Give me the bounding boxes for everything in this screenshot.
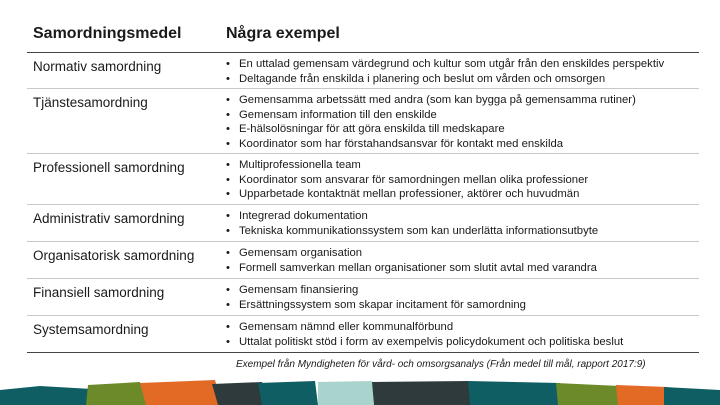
example-item: • Gemensam nämnd eller kommunalförbund (226, 320, 696, 335)
coordination-table (27, 20, 699, 353)
example-item: • E-hälsolösningar för att göra enskilda till medskapare (226, 122, 696, 137)
band-shape-teal-mid (258, 381, 318, 405)
row-name: Professionell samordning (33, 160, 185, 175)
examples-list (226, 209, 696, 238)
example-item: • Tekniska kommunikationssystem som kan underlätta informationsutbyte (226, 224, 696, 239)
example-item: • Uttalat politiskt stöd i form av exempelvis policydokument och politiska beslut (226, 335, 696, 350)
example-item: • Upparbetade kontaktnät mellan professioner, aktörer och huvudmän (226, 187, 696, 202)
examples-list (226, 57, 696, 86)
examples-list (226, 320, 696, 349)
example-item: • Formell samverkan mellan organisationer som slutit avtal med varandra (226, 261, 696, 276)
table-row (27, 279, 699, 316)
examples-list (226, 158, 696, 202)
band-shape-dark-right (372, 381, 472, 405)
decorative-color-band (0, 378, 720, 405)
row-name: Systemsamordning (33, 322, 149, 337)
row-name: Normativ samordning (33, 59, 162, 74)
example-item: • Gemensamma arbetssätt med andra (som kan bygga på gemensamma rutiner) (226, 93, 696, 108)
table-row (27, 242, 699, 279)
example-item: • Koordinator som ansvarar för samordningen mellan olika professioner (226, 173, 696, 188)
example-item: • Gemensam organisation (226, 246, 696, 261)
band-shape-teal-end (664, 387, 720, 405)
row-name: Tjänstesamordning (33, 95, 148, 110)
examples-list (226, 283, 696, 312)
band-shape-orange (140, 380, 222, 405)
example-item: • Koordinator som har förstahandsansvar för kontakt med enskilda (226, 137, 696, 152)
table-row (27, 205, 699, 242)
table-row (27, 154, 699, 205)
examples-list (226, 246, 696, 275)
decorative-band-shapes (0, 378, 720, 405)
header-col-examples: Några exempel (226, 25, 340, 42)
band-shape-green (86, 382, 148, 405)
table-row (27, 316, 699, 353)
band-shape-green-right (556, 383, 622, 405)
band-shape-teal-right (468, 381, 562, 405)
example-item: • Integrerad dokumentation (226, 209, 696, 224)
band-shape-light (318, 381, 374, 405)
example-item: • En uttalad gemensam värdegrund och kultur som utgår från den enskildes perspektiv (226, 57, 696, 72)
example-item: • Multiprofessionella team (226, 158, 696, 173)
example-item: • Gemensam finansiering (226, 283, 696, 298)
header-col-means: Samordningsmedel (33, 25, 182, 42)
source-caption: Exempel från Myndigheten för vård- och omsorgsanalys (Från medel till mål, rapport 2017:9) (236, 359, 646, 370)
table-row (27, 53, 699, 89)
example-item: • Deltagande från enskilda i planering och beslut om vården och omsorgen (226, 72, 696, 87)
row-name: Organisatorisk samordning (33, 248, 195, 263)
row-name: Administrativ samordning (33, 211, 185, 226)
table-row (27, 89, 699, 154)
examples-list (226, 93, 696, 151)
band-shape-orange-right (616, 385, 668, 405)
row-name: Finansiell samordning (33, 285, 165, 300)
example-item: • Gemensam information till den enskilde (226, 108, 696, 123)
example-item: • Ersättningssystem som skapar incitament för samordning (226, 298, 696, 313)
band-shape-teal-left (0, 386, 92, 405)
table-header (27, 20, 699, 53)
